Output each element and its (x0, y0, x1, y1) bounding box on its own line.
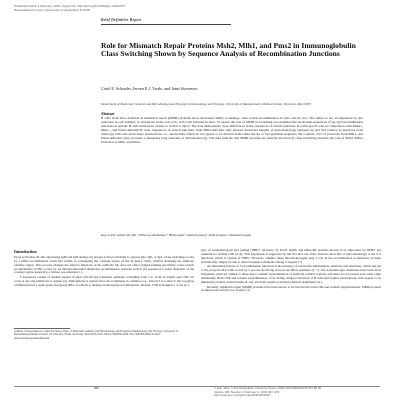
correspondence-footnote: Address correspondence to Janet Stavnezer, Dept. of Molecular Genetics and Microbiology and Program in Immunology and Virology, University of Massachusetts Medical School, 55 Lake Ave. North, Worcester, MA 01655-0122. Phone: 508-856-4100; Fax: 508-856-5920; E-mail: janet.stavnezer@umassmed.edu (14, 330, 179, 340)
section-heading-introduction: Introduction (14, 249, 37, 254)
footnote-divider (14, 328, 70, 329)
paragraph: Upon activation, B cells expressing IgM and IgD undergo Ig isotype (class) switching to express IgG, IgE, or IgA. Class switching occurs by a DNA recombination event that results in exchanging the constant region of the Ig heavy chain, without changing the antibody variable region. This process changes the effector functions of the antibody but does not affect antigen-binding specificity. Class switch recombination (CSR) occurs by an intrachromosomal deletional recombination between switch (S) sequences located upstream of the constant region genes (for a review, see reference 1). (14, 255, 194, 275)
paragraph: An interesting feature of S recombination junctions is the presence of nucleotide substitutions, deletions and insertions, which has led to the proposal that CSR occurs by a process involving error-prone DNA synthesis (2, 7). The transition-type mutations have been most frequently observed, similar to those due to somatic hypermutation of antibody variable regions, and these two processes have some other similarities. Both CSR and somatic hypermutation occur during antigen activation of B cells and require transcription; both appear to be initiated by double-strand breaks (8–10), and both require activation-induced deaminase (11). (201, 264, 381, 284)
author-affiliation: Department of Molecular Genetics and Microbiology and Program in Immunology and Virology, University of Massachusetts Medical School, Worcester, MA 01655 (101, 102, 311, 106)
journal-url[interactable]: http://www.jem.org/cgi/content/full/195/3/367 (214, 393, 271, 397)
left-column (14, 256, 194, 289)
journal-citation (214, 387, 380, 398)
report-type-label: Brief Definitive Report (101, 18, 142, 22)
header-divider (101, 24, 231, 25)
article-title: Role for Mismatch Repair Proteins Msh2, Mlh1, and Pms2 in Immunoglobulin Class Switching Shown by Sequence Analysis of Recombination Junctions (101, 41, 356, 59)
downloaded-from-line[interactable]: Downloaded from jem.rupress.org on September 8, 2018 (14, 8, 90, 12)
paragraph: Recently, mismatch repair (MMR) proteins have been shown to be involved in both CSR and somatic hypermutation. MMR proteins in eukaryotes fall into two classes: (i) (201, 284, 381, 293)
paragraph: type of nonhomologous end joining (NHEJ; reference 3). Ku70, Ku80, and DNA-PK proteins known to be important for NHEJ, are essential for normal CSR (4–6). This hypothesis is supported by the fact that one often observes short bits of microhomology at the S-S junctions, which is typical of NHEJ. However, whether these microhomologies play a role in the recombination is unknown as these proteins may simply be due to shared sequence elements among S regions (7). (201, 248, 381, 264)
page-number: 367 (94, 386, 99, 390)
abstract-text: B cells from mice deficient in mismatch repair (MMR) proteins show decreased ability to undergo class switch recombination in vitro and in vivo. The defect is not accompanied by any reduction in cell viability or alterations in the cell cycle in B cells cultured in vitro. To assess the role of MMR in switching we examined the nucleotide sequences of Sμ–Sγ3 recombination junctions in splenic B cells induced in culture to switch to IgG3. The data demonstrate clear differences in the sequences of switch junctions in wild-type B cells in comparison with Msh2–, Mlh1–, and Pms2-deficient B cells. Sequences of switch junctions from Mlh2-deficient cells showed decreased lengths of microhomology between Sμ and Sγ3 relative to junctions from wild-type cells and an increase in insertions; i.e., nucleotides which do not appear to be derived from either the Sμ or Sγ3 germinal sequence. By contrast, 25% of junctions from Mlh1- and Pms2-deficient cells occurred at unusually long stretches of microhomology. The data indicate that MMR proteins are directly involved in class switching and that the role of Msh2 differs from that of Mlh1 and Pms2. (101, 116, 363, 145)
publication-header (14, 4, 244, 12)
keywords: Key words: splenic B cells • DNA recombination • DNA repair • antibody heavy chain isotypes • mismatch repair (101, 233, 252, 237)
published-online-line[interactable]: Published Online 4 February, 2002 | Supp Info: http://doi.org/10.1084/jem.20011877 (14, 4, 126, 8)
author-list: Carol E. Schrader, Jeroen E.J. Vardo, and Janet Stavnezer (101, 86, 198, 91)
journal-line: J. Exp. Med. © The Rockefeller University Press • 0022-1007/2002/02/367/07 $5.00 (214, 386, 322, 390)
journal-line: Volume 195, Number 3, February 4, 2002 367–373 (214, 389, 280, 394)
right-column (201, 249, 381, 294)
abstract-heading: Abstract (101, 112, 115, 116)
paragraph: S sequences consist of tandem repeats of short (20–80 bp) consensus elements, extending from 1 to 10 kb in length, and CSR can occur at any site within the S regions (2). Although the S regions have short elements in common, e.g., GGGGT or GAGCT, the S regions of different heavy chain genes (isotypes) differ too much to undergo homologous recombination. Instead, CSR is thought to occur by a (14, 275, 194, 287)
